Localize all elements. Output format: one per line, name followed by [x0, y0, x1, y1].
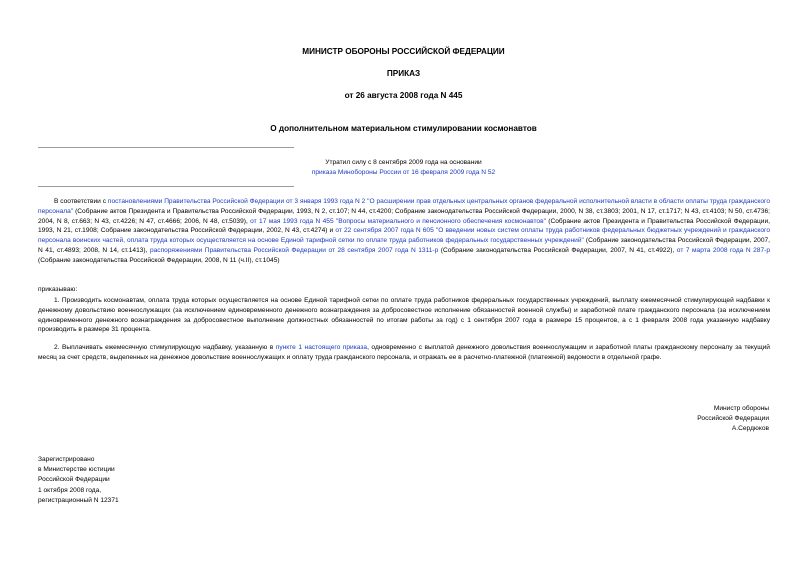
order-2007-n1311r-link[interactable]: распоряжениями Правительства Российской Федерации от 28 сентября 2007 года N 1311-р [149, 246, 439, 254]
resolution-2007-n605-link[interactable]: от 22 сентября 2007 года N 605 "О введении новых систем оплаты труда работников федеральных бюджетных учреждений и гражданского персонала воинских частей, оплата труда которых осуществляется на основе Единой тарифной сетки по оплате труда работников федеральных государственных учреждений" [38, 227, 770, 245]
divider-bottom [38, 186, 294, 187]
signature-block [697, 404, 769, 434]
clause-1: 1. Производить космонавтам, оплата труда которых осуществляется на основе Единой тарифной сетки по оплате труда работников федеральных государственных учреждений, выплату ежемесячной стимулирующей надбавки к денежному довольствию военнослужащих (за исключением единовременного денежного вознаграждения за добросовестное исполнение обязанностей военной службы) и заработной плате гражданского персонала (за исключением единовременного денежного вознаграждения за добросовестное выполнение должностных обязанностей по итогам работы за год) с 1 сентября 2007 года в размере 15 процентов, а с 1 февраля 2008 года указанную надбавку производить в размере 31 процента. [38, 297, 770, 334]
preamble-text: (Собрание законодательства Российской Федерации, 2008, N 11 (ч.II), ст.1045) [38, 256, 280, 264]
clause-2-text: 2. Выплачивать ежемесячную стимулирующую надбавку, указанную в [54, 344, 276, 351]
resolution-1993-n2-link[interactable]: постановлениями Правительства Российской Федерации от 3 января 1993 года N 2 "О расширении прав отдельных центральных органов федеральной исполнительной власти в области оплаты труда гражданского персонала" [38, 198, 770, 215]
preamble-text: (Собрание актов Президента и Правительства Российской Федерации, 1993, N 21, ст.1908; Собрание законодательства Российской Федерации, 2002, N 43, ст.4274) и [38, 217, 771, 235]
registration-block [38, 455, 119, 506]
order-word: приказываю: [38, 286, 78, 293]
divider-top [38, 147, 294, 148]
resolution-1993-n455-link[interactable]: от 17 мая 1993 года N 455 "Вопросы материального и пенсионного обеспечения космонавтов" [250, 217, 546, 225]
registration-line: в Министерстве юстиции [38, 466, 115, 474]
registration-number: регистрационный N 12371 [38, 496, 119, 504]
ministry-heading: МИНИСТР ОБОРОНЫ РОССИЙСКОЙ ФЕДЕРАЦИИ [302, 47, 505, 56]
clause-2-text: , одновременно с выплатой денежного довольствия военнослужащим и заработной платы гражданскому персоналу за текущий месяц за счет средств, выделенных на денежное довольствие военнослужащих и оплату труда гражданского персонала, и отражать ее в расчетно-платежной (платежной) ведомости в отдельной графе. [38, 344, 770, 361]
registration-line: Зарегистрировано [38, 456, 95, 463]
signature-name: А.Сердюков [731, 425, 769, 432]
registration-date: 1 октября 2008 года, [38, 486, 102, 494]
clause-1-reference-link[interactable]: пункте 1 настоящего приказа [275, 344, 368, 351]
preamble-text: В соответствии с [54, 198, 108, 205]
doc-type-heading: ПРИКАЗ [386, 69, 421, 78]
repeal-order-link[interactable]: приказа Минобороны России от 16 февраля 2009 года N 52 [311, 169, 496, 176]
date-number-heading: от 26 августа 2008 года N 445 [344, 91, 463, 100]
preamble-text: (Собрание законодательства Российской Федерации, 2007, N 41, ст.4922), [438, 246, 677, 254]
status-note [0, 158, 807, 178]
signature-country: Российской Федерации [697, 415, 769, 422]
status-note-text: Утратил силу с 8 сентября 2009 года на основании [325, 159, 482, 166]
preamble-paragraph [38, 197, 770, 266]
clause-2 [38, 343, 770, 363]
order-2008-n287r-link[interactable]: от 7 марта 2008 года N 287-р [676, 246, 770, 254]
page-title: О дополнительном материальном стимулировании космонавтов [270, 124, 537, 133]
registration-line: Российской Федерации [38, 476, 110, 484]
signature-position: Министр обороны [713, 405, 769, 412]
preamble-text: (Собрание актов Президента и Правительства Российской Федерации, 1993, N 2, ст.107; N 44, ст.4200; Собрание законодательства Российской Федерации, 2000, N 38, ст.3803; 2001, N 17, ст.1717; N 43, ст.4103; N 50, ст.4736; 2004, N 8, ст.663; N 43, ст.4226; N 47, ст.4666; 2006, N 48, ст.5039), [38, 207, 770, 225]
preamble-text: (Собрание законодательства Российской Федерации, 2007, N 41, ст.4893; 2008, N 14, ст.1413), [38, 237, 770, 254]
